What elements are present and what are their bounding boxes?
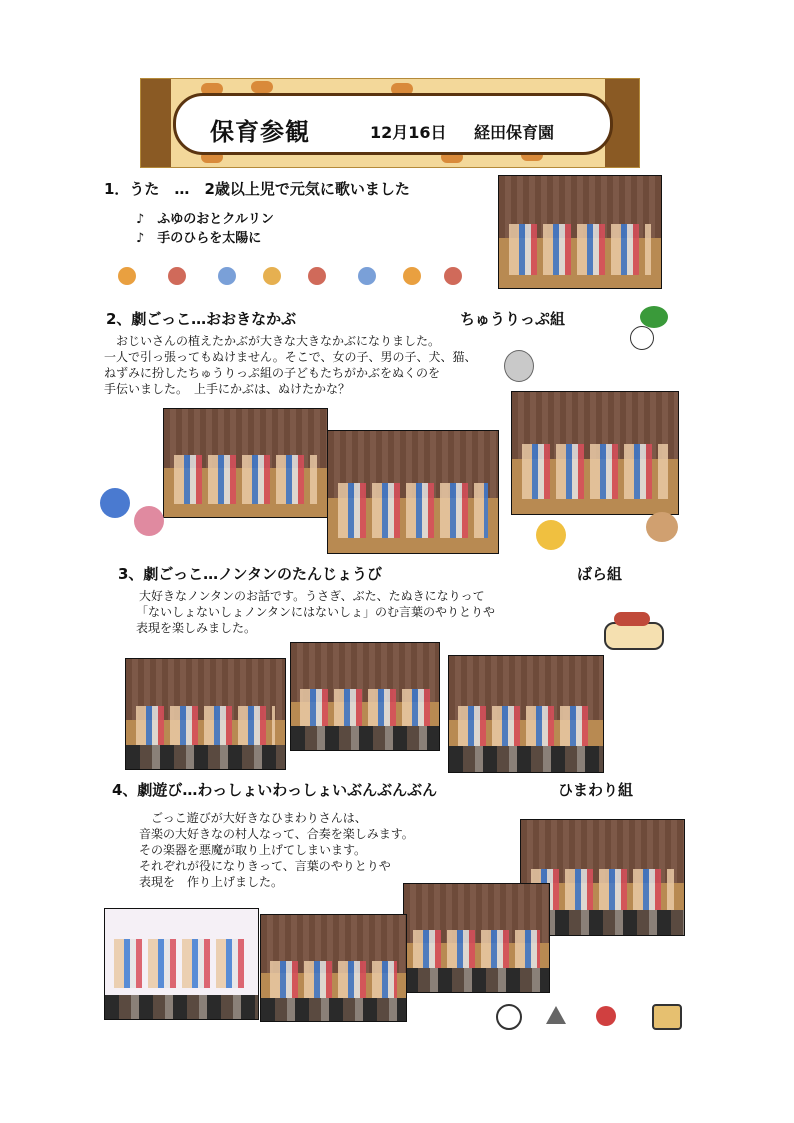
triangle-icon [546,1006,566,1024]
dog-character-icon [646,512,678,542]
section-4-text: ごっこ遊びが大好きなひまわりさんは、 [139,811,367,825]
section-3-text: 表現を楽しみました。 [136,621,257,635]
mouse-icon [504,350,534,382]
section-1-heading: 1．うた … 2歳以上児で元気に歌いました [104,180,410,198]
section-4-text: 音楽の大好きなの村人なって、合奏を楽しみます。 [139,827,414,841]
song-item: ♪ 手のひらを太陽に [136,231,262,246]
turnip-icon [630,306,670,350]
section-4-text: その楽器を悪魔が取り上げてしまいます。 [139,843,367,857]
cat-character-icon [536,520,566,550]
section-2-text: 手伝いました。 上手にかぶは、ぬけたかな？ [104,382,351,396]
photo-nontan-1 [125,658,286,770]
section-4-text: 表現を 作り上げました。 [139,875,284,889]
photo-nontan-2 [290,642,440,751]
section-2-group: ちゅうりっぷ組 [460,310,566,328]
photo-singing [498,175,662,289]
tree-trunk-left [141,79,171,167]
photo-kabu-2 [327,430,499,554]
section-4-text: それぞれが役になりきって、言葉のやりとりや [139,859,391,873]
section-3-text: 大好きなノンタンのお話です。うさぎ、ぶた、たぬきになりって [139,589,485,603]
section-3-heading: 3、劇ごっこ…ノンタンのたんじょうび [118,565,382,583]
photo-nontan-3 [448,655,604,773]
photo-wasshoi-3 [104,908,259,1020]
school-name: 経田保育園 [474,123,555,142]
photo-wasshoi-2 [403,883,550,993]
section-2-text: ねずみに扮したちゅうりっぷ組の子どもたちがかぶをぬくのを [104,366,441,380]
event-date: 12月16日 [370,123,447,142]
boy-character-icon [100,488,130,518]
castanet-icon [596,1006,616,1026]
character-row-decoration [118,265,464,289]
page-title: 保育参観 [210,118,310,146]
monkey-icon [251,81,273,93]
section-2-heading: 2、劇ごっこ…おおきなかぶ [106,310,297,328]
section-3-group: ばら組 [577,565,623,583]
snare-drum-icon [652,1004,682,1030]
instruments-decoration [496,1000,686,1030]
section-3-text: 「ないしょないしょノンタンにはないしょ」のむ言葉のやりとりや [136,605,496,619]
photo-kabu-1 [163,408,328,518]
section-2-text: おじいさんの植えたかぶが大きな大きなかぶになりました。 [104,334,441,348]
girl-character-icon [134,506,164,536]
photo-wasshoi-4 [260,914,407,1022]
song-item: ♪ ふゆのおとクルリン [136,212,274,227]
photo-kabu-3 [511,391,679,515]
section-4-group: ひまわり組 [558,781,634,799]
section-4-heading: 4、劇遊び…わっしょいわっしょいぶんぶんぶん [112,781,438,799]
drum-icon [496,1004,522,1030]
section-2-text: 一人で引っ張ってもぬけません。そこで、女の子、男の子、犬、猫、 [104,350,477,364]
birthday-cake-icon [600,604,664,650]
